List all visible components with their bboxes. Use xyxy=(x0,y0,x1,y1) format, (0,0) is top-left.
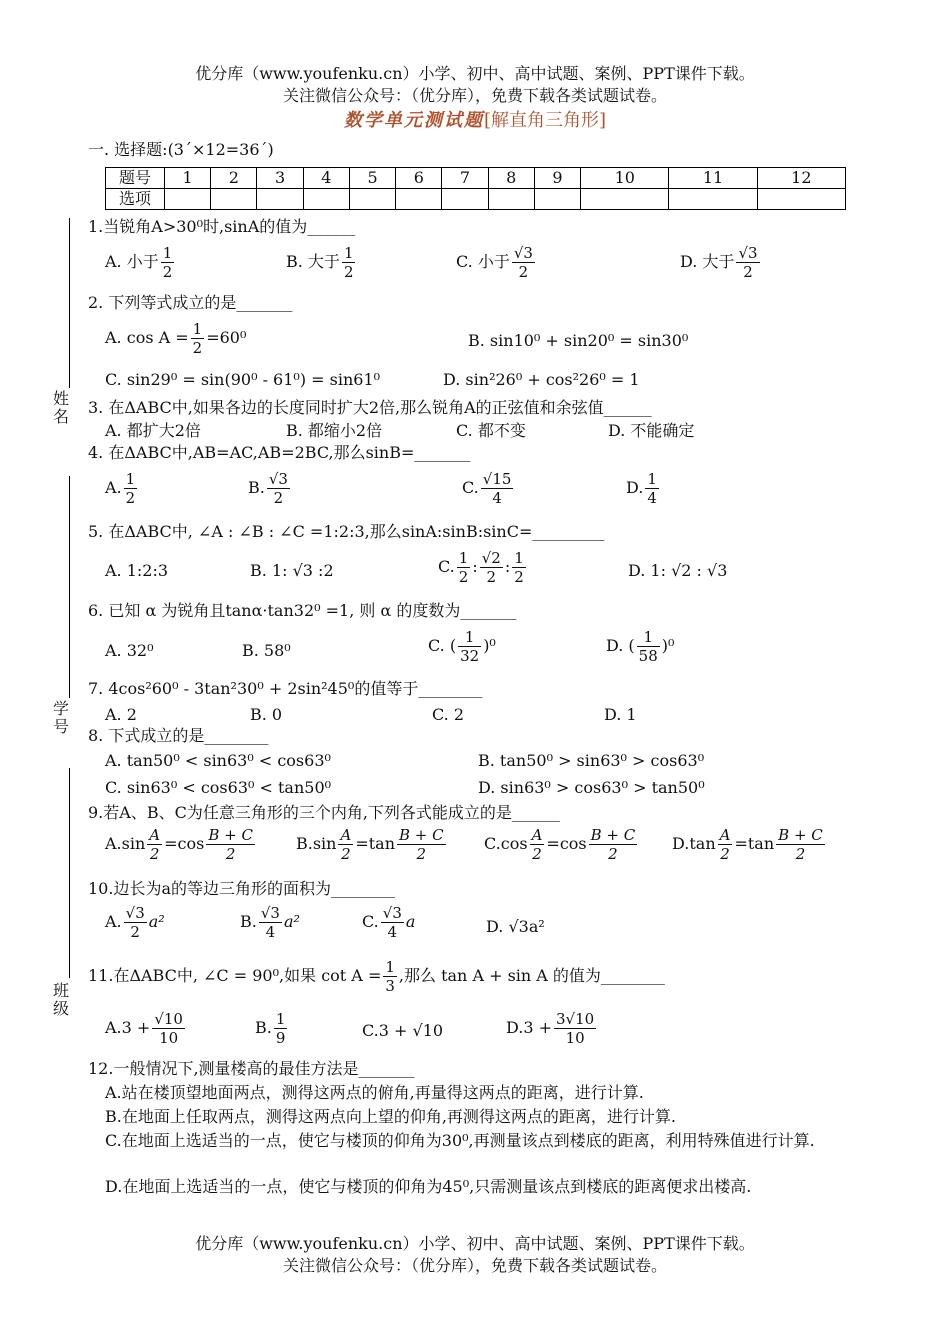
q12-option-a: A.站在楼顶望地面两点，测得这两点的俯角,再量得这两点的距离，进行计算. xyxy=(105,1083,644,1102)
q7-option-b: B. 0 xyxy=(250,705,283,724)
q8-option-b: B. tan50⁰ > sin63⁰ > cos63⁰ xyxy=(478,751,705,770)
answer-table-number: 10 xyxy=(581,168,669,189)
question-2-stem: 2. 下列等式成立的是_______ xyxy=(88,293,293,312)
answer-table-row-answers xyxy=(106,189,846,210)
answer-table xyxy=(105,167,846,210)
answer-table-number: 3 xyxy=(257,168,303,189)
question-12-stem: 12.一般情况下,测量楼高的最佳方法是_______ xyxy=(88,1059,415,1078)
question-7-stem: 7. 4cos²60⁰ - 3tan²30⁰ + 2sin²45⁰的值等于________ xyxy=(88,679,483,698)
side-label-name: 姓名 xyxy=(52,389,69,426)
answer-cell[interactable] xyxy=(669,189,757,210)
answer-table-number: 5 xyxy=(349,168,395,189)
header-line-1: 优分库（www.youfenku.cn）小学、初中、高中试题、案例、PPT课件下载。 xyxy=(195,64,755,83)
q10-option-b: B. $\frac{√3}{4}$ a² xyxy=(240,904,300,941)
q4-option-a: A. $\frac{1}{2}$ xyxy=(105,470,136,507)
answer-table-number: 8 xyxy=(488,168,534,189)
q6-option-a: A. 32⁰ xyxy=(105,641,154,660)
q2-option-b: B. sin10⁰ + sin20⁰ = sin30⁰ xyxy=(468,331,689,350)
q2-option-c: C. sin29⁰ = sin(90⁰ - 61⁰) = sin61⁰ xyxy=(105,370,381,389)
answer-table-label: 题号 xyxy=(106,168,165,189)
q1-option-c: C. 小于 $\frac{√3}{2}$ xyxy=(456,244,533,281)
q4-option-c: C. $\frac{√15}{4}$ xyxy=(462,470,512,507)
header-line-2: 关注微信公众号：（优分库），免费下载各类试题试卷。 xyxy=(282,86,667,105)
q5-option-a: A. 1:2:3 xyxy=(105,561,169,580)
q3-option-a: A. 都扩大2倍 xyxy=(105,421,201,440)
q7-option-c: C. 2 xyxy=(432,705,465,724)
q10-option-a: A. $\frac{√3}{2}$ a² xyxy=(105,904,165,941)
answer-cell[interactable] xyxy=(442,189,488,210)
answer-cell[interactable] xyxy=(581,189,669,210)
answer-cell[interactable] xyxy=(211,189,257,210)
page-title xyxy=(0,106,950,132)
footer-line-2: 关注微信公众号：（优分库），免费下载各类试题试卷。 xyxy=(282,1256,667,1275)
q9-option-c: C.cos $\frac{A}{2}$ =cos $\frac{B + C}{2}$ xyxy=(484,826,636,863)
q12-option-c: C.在地面上选适当的一点，使它与楼顶的仰角为30⁰,再测量该点到楼底的距离，利用特殊值进行计算. xyxy=(105,1131,815,1150)
q3-option-b: B. 都缩小2倍 xyxy=(286,421,383,440)
side-label-id: 学号 xyxy=(52,699,69,736)
q7-option-a: A. 2 xyxy=(105,705,137,724)
answer-table-number: 6 xyxy=(396,168,442,189)
title-sub: [解直角三角形] xyxy=(483,110,607,131)
question-9-stem: 9.若A、B、C为任意三角形的三个内角,下列各式能成立的是______ xyxy=(88,803,560,822)
q5-option-d: D. 1: √2 : √3 xyxy=(628,561,728,580)
q11-option-d: D.3 + $\frac{3√10}{10}$ xyxy=(506,1010,595,1047)
section-heading: 一. 选择题:(3´×12=36´) xyxy=(88,140,274,159)
q6-option-d: D. ( $\frac{1}{58}$ )⁰ xyxy=(606,628,675,665)
q11-option-b: B. $\frac{1}{9}$ xyxy=(255,1010,286,1047)
answer-cell[interactable] xyxy=(349,189,395,210)
q5-option-b: B. 1: √3 :2 xyxy=(250,561,334,580)
answer-table-label: 选项 xyxy=(106,189,165,210)
answer-cell[interactable] xyxy=(396,189,442,210)
q9-option-b: B.sin $\frac{A}{2}$ =tan $\frac{B + C}{2}$ xyxy=(296,826,444,863)
side-label-class: 班级 xyxy=(52,981,69,1018)
q3-option-c: C. 都不变 xyxy=(456,421,526,440)
q4-option-b: B. $\frac{√3}{2}$ xyxy=(248,470,288,507)
q9-option-d: D.tan $\frac{A}{2}$ =tan $\frac{B + C}{2}$ xyxy=(672,826,823,863)
q12-option-d: D.在地面上选适当的一点，使它与楼顶的仰角为45⁰,只需测量该点到楼底的距离便求出楼高. xyxy=(105,1177,752,1196)
title-main: 数学单元测试题 xyxy=(343,110,484,131)
question-10-stem: 10.边长为a的等边三角形的面积为________ xyxy=(88,879,395,898)
q10-option-d: D. √3a² xyxy=(486,917,545,936)
q8-option-a: A. tan50⁰ < sin63⁰ < cos63⁰ xyxy=(105,751,331,770)
answer-table-number: 9 xyxy=(534,168,580,189)
q6-option-c: C. ( $\frac{1}{32}$ )⁰ xyxy=(428,628,496,665)
question-5-stem: 5. 在ΔABC中, ∠A : ∠B : ∠C =1:2:3,那么sinA:sinB:sinC=_________ xyxy=(88,522,605,541)
answer-table-number: 12 xyxy=(757,168,845,189)
answer-table-number: 4 xyxy=(303,168,349,189)
question-3-stem: 3. 在ΔABC中,如果各边的长度同时扩大2倍,那么锐角A的正弦值和余弦值______ xyxy=(88,398,652,417)
question-6-stem: 6. 已知 α 为锐角且tanα·tan32⁰ =1, 则 α 的度数为_______ xyxy=(88,601,517,620)
q3-option-d: D. 不能确定 xyxy=(608,421,695,440)
q7-option-d: D. 1 xyxy=(604,705,637,724)
answer-table-number: 2 xyxy=(211,168,257,189)
answer-table-number: 11 xyxy=(669,168,757,189)
q11-option-a: A.3 + $\frac{√10}{10}$ xyxy=(105,1010,183,1047)
q5-option-c: C. $\frac{1}{2}$ : $\frac{√2}{2}$ : $\frac{1}{2}$ xyxy=(438,549,524,586)
q1-option-a: A. 小于 $\frac{1}{2}$ xyxy=(105,244,173,281)
footer-line-1: 优分库（www.youfenku.cn）小学、初中、高中试题、案例、PPT课件下载。 xyxy=(195,1234,755,1253)
answer-table-row-numbers xyxy=(106,168,846,189)
question-4-stem: 4. 在ΔABC中,AB=AC,AB=2BC,那么sinB=_______ xyxy=(88,443,471,462)
q8-option-c: C. sin63⁰ < cos63⁰ < tan50⁰ xyxy=(105,778,332,797)
answer-cell[interactable] xyxy=(165,189,211,210)
side-line xyxy=(69,768,70,978)
question-1-stem: 1.当锐角A>30⁰时,sinA的值为______ xyxy=(88,217,356,236)
q9-option-a: A.sin $\frac{A}{2}$ =cos $\frac{B + C}{2}$ xyxy=(105,826,253,863)
q6-option-b: B. 58⁰ xyxy=(242,641,291,660)
answer-table-number: 7 xyxy=(442,168,488,189)
answer-cell[interactable] xyxy=(303,189,349,210)
side-line xyxy=(69,476,70,698)
q4-option-d: D. $\frac{1}{4}$ xyxy=(626,470,657,507)
q1-option-d: D. 大于 $\frac{√3}{2}$ xyxy=(680,244,758,281)
q10-option-c: C. $\frac{√3}{4}$ a xyxy=(362,904,416,941)
q11-option-c: C.3 + √10 xyxy=(362,1021,444,1040)
q12-option-b: B.在地面上任取两点，测得这两点向上望的仰角,再测得这两点的距离，进行计算. xyxy=(105,1107,677,1126)
question-8-stem: 8. 下式成立的是________ xyxy=(88,726,269,745)
answer-cell[interactable] xyxy=(257,189,303,210)
question-11-stem: 11.在ΔABC中, ∠C = 90⁰,如果 cot A = $\frac{1}{3}$ ,那么 tan A + sin A 的值为________ xyxy=(88,958,665,995)
q2-option-a: A. cos A = $\frac{1}{2}$ =60⁰ xyxy=(105,320,247,357)
answer-cell[interactable] xyxy=(534,189,580,210)
q1-option-b: B. 大于 $\frac{1}{2}$ xyxy=(286,244,354,281)
answer-cell[interactable] xyxy=(757,189,845,210)
answer-table-number: 1 xyxy=(165,168,211,189)
q8-option-d: D. sin63⁰ > cos63⁰ > tan50⁰ xyxy=(478,778,705,797)
answer-cell[interactable] xyxy=(488,189,534,210)
q2-option-d: D. sin²26⁰ + cos²26⁰ = 1 xyxy=(443,370,640,389)
side-line xyxy=(69,218,70,388)
